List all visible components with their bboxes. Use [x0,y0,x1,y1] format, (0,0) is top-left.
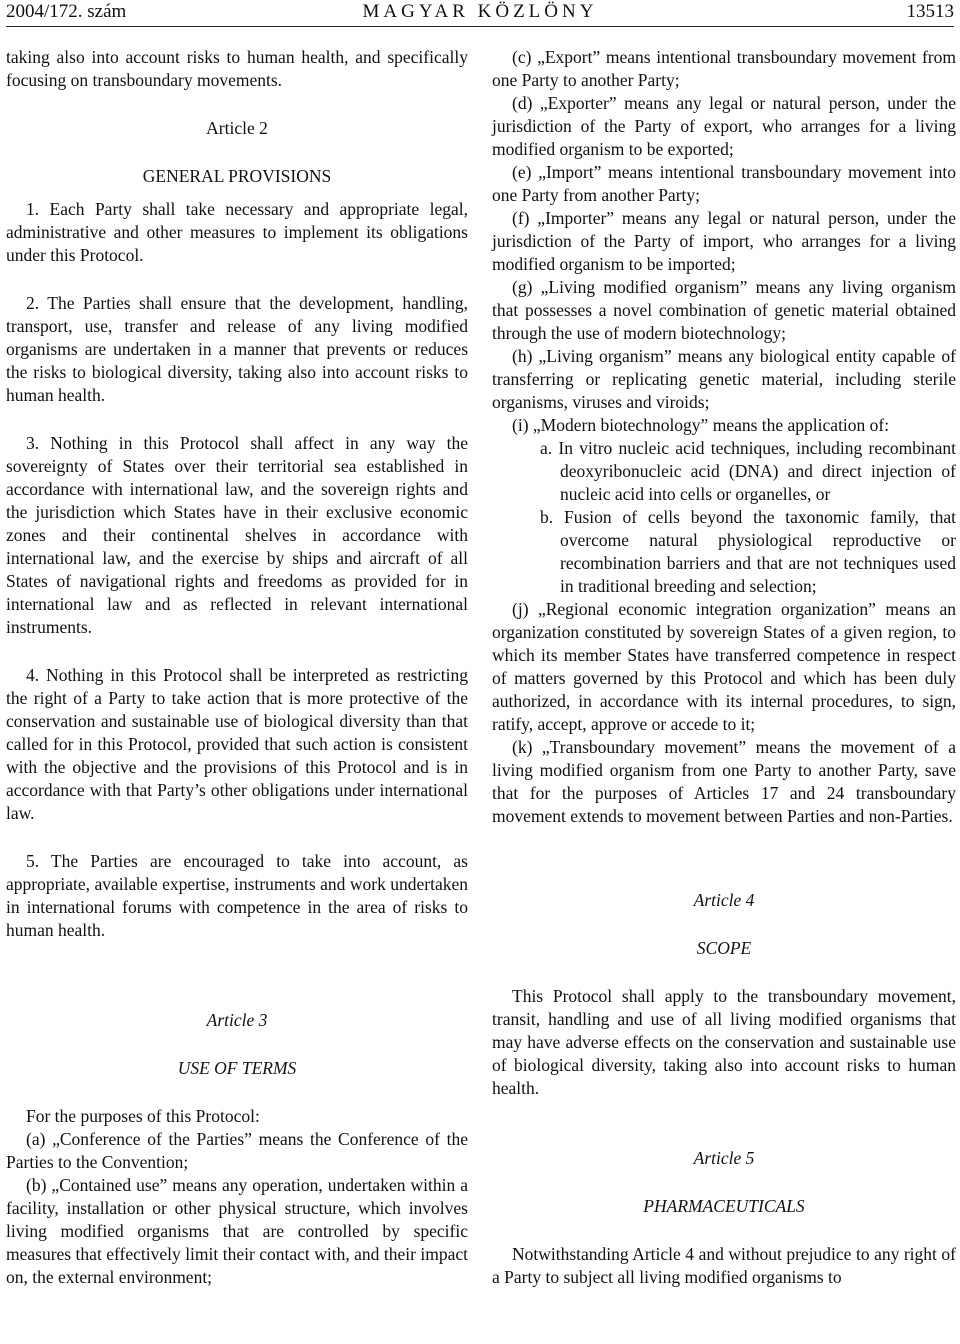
definition: (c) „Export” means intentional transboundary movement from one Party to another Party; [492,47,956,90]
article-heading: SCOPE [696,938,752,958]
definition: (f) „Importer” means any legal or natural person, under the jurisdiction of the Party of import, who arranges for a living modified organism to be imported; [492,208,956,274]
paragraph: For the purposes of this Protocol: [26,1106,260,1126]
definition: (g) „Living modified organism” means any living organism that possesses a novel combination of genetic material obtained through the use of modern biotechnology; [492,277,956,343]
paragraph: 3. Nothing in this Protocol shall affect in any way the sovereignty of States over their territorial sea established in accordance with international law, and the sovereign rights and the jurisdiction which States have in their exclusive economic zones and their continental shelves in accordance with international law, and the exercise by ships and aircraft of all States of navigational rights and freedoms as provided for in international law and as reflected in relevant international instruments. [6,433,468,637]
sub-definition: a. In vitro nucleic acid techniques, including recombinant deoxyribonucleic acid (DNA) and direct injection of nucleic acid into cells or organelles, or [540,438,956,504]
article-title: Article 4 [693,890,755,910]
definition: (e) „Import” means intentional transboundary movement into one Party from another Party; [492,162,956,205]
page-number: 13513 [906,1,954,22]
definition: (a) „Conference of the Parties” means the Conference of the Parties to the Convention; [6,1129,468,1172]
paragraph: 5. The Parties are encouraged to take into account, as appropriate, available expertise, instruments and work undertaken in international forums with competence in the area of risks to human health. [6,851,468,940]
page-header [6,0,954,27]
paragraph: Notwithstanding Article 4 and without prejudice to any right of a Party to subject all living modified organisms to [492,1244,956,1287]
paragraph: 1. Each Party shall take necessary and appropriate legal, administrative and other measures to implement its obligations under this Protocol. [6,199,468,265]
article-heading: PHARMACEUTICALS [643,1196,805,1216]
sub-definition: b. Fusion of cells beyond the taxonomic family, that overcome natural physiological reproductive or recombination barriers and that are not techniques used in traditional breeding and selection; [540,507,956,596]
definition: (i) „Modern biotechnology” means the application of: [512,415,890,435]
left-column [6,46,468,1289]
definition: (h) „Living organism” means any biological entity capable of transferring or replicating genetic material, including sterile organisms, viruses and viroids; [492,346,956,412]
paragraph: 4. Nothing in this Protocol shall be interpreted as restricting the right of a Party to take action that is more protective of the conservation and sustainable use of biological diversity than that called for in this Protocol, provided that such action is consistent with the objective and the provisions of this Protocol and is in accordance with that Party’s other obligations under international law. [6,665,468,823]
article-heading: USE OF TERMS [177,1058,297,1078]
paragraph: 2. The Parties shall ensure that the development, handling, transport, use, transfer and release of any living modified organisms are undertaken in a manner that prevents or reduces the risks to biological diversity, taking also into account risks to human health. [6,293,468,405]
definition: (b) „Contained use” means any operation, undertaken within a facility, installation or other physical structure, which involves living modified organisms that are controlled by specific measures that effectively limit their contact with, and their impact on, the external environment; [6,1175,468,1287]
definition: (j) „Regional economic integration organization” means an organization constituted by sovereign States of a given region, to which its member States have transferred competence in respect of matters governed by this Protocol and which has been duly authorized, in accordance with its internal procedures, to sign, ratify, accept, approve or accede to it; [492,599,956,734]
paragraph: taking also into account risks to human health, and specifically focusing on transboundary movements. [6,47,468,90]
definition: (d) „Exporter” means any legal or natural person, under the jurisdiction of the Party of export, who arranges for a living modified organism to be exported; [492,93,956,159]
journal-title: MAGYAR KÖZLÖNY [362,1,598,22]
article-heading: GENERAL PROVISIONS [142,166,332,186]
right-column [492,46,956,1289]
definition: (k) „Transboundary movement” means the movement of a living modified organism from one Party to another Party, save that for the purposes of Articles 17 and 24 transboundary movement extends to movement between Parties and non-Parties. [492,737,956,826]
issue-number: 2004/172. szám [6,1,127,22]
article-title: Article 5 [693,1148,755,1168]
paragraph: This Protocol shall apply to the transboundary movement, transit, handling and use of all living modified organisms that may have adverse effects on the conservation and sustainable use of biological diversity, taking also into account risks to human health. [492,986,956,1098]
article-title: Article 2 [206,118,268,138]
article-title: Article 3 [206,1010,268,1030]
